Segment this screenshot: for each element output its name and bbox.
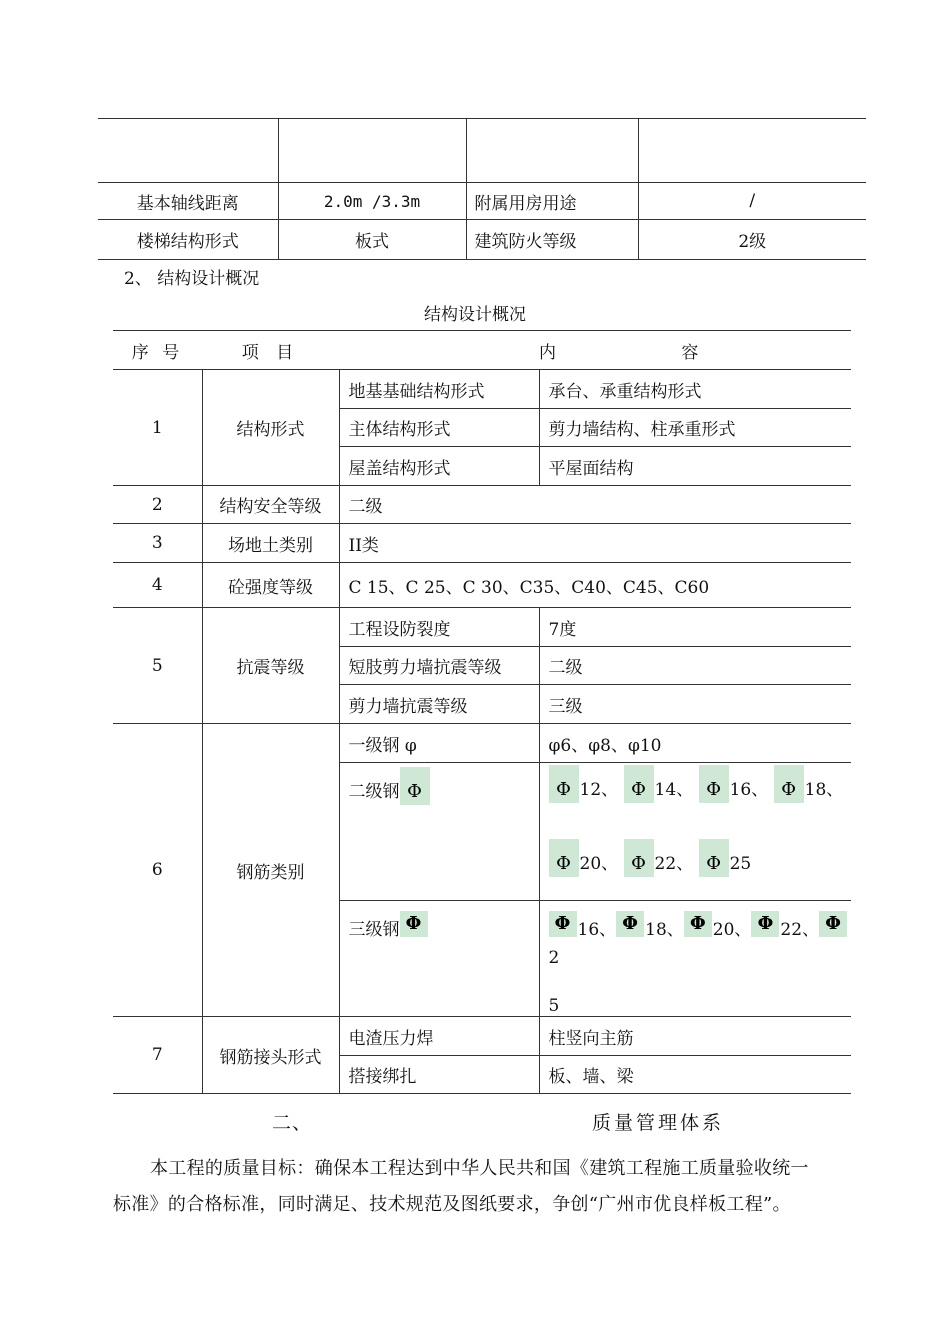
table-caption: 结构设计概况 xyxy=(424,305,526,325)
steel-symbol-glyph: Φ xyxy=(781,779,797,800)
steel-size-line xyxy=(549,996,852,1016)
table-row xyxy=(113,724,851,763)
steel-symbol-icon xyxy=(616,911,644,937)
steel-symbol-icon xyxy=(774,765,804,803)
axis-distance-value: 2.0m /3.3m xyxy=(278,183,466,220)
fire-rating-value: 2级 xyxy=(638,220,866,260)
steel-size-line: Φ 16、 Φ 18、 Φ 20、 Φ 22、 Φ 2 xyxy=(549,911,852,972)
steel-symbol-glyph: Φ xyxy=(407,781,422,802)
row-item: 结构形式 xyxy=(202,370,339,486)
table-row xyxy=(113,524,851,563)
annex-usage-value: / xyxy=(638,183,866,220)
steel-symbol-icon xyxy=(699,765,729,803)
steel-symbol-icon xyxy=(751,911,779,937)
sub-item: 屋盖结构形式 xyxy=(339,447,539,486)
sub-content: 平屋面结构 xyxy=(539,447,851,486)
steel-grade-3-label: 三级钢 xyxy=(348,920,400,940)
row-no: 7 xyxy=(113,1017,202,1094)
table-cell xyxy=(466,119,638,183)
row-no: 5 xyxy=(113,608,202,724)
header-item: 项 目 xyxy=(202,331,339,370)
steel-size-line: Φ 12、 Φ 14、 Φ 16、 Φ 18、 xyxy=(549,765,852,809)
sub-item: 电渣压力焊 xyxy=(339,1017,539,1056)
row-no: 4 xyxy=(113,563,202,608)
table-row xyxy=(113,563,851,608)
steel-symbol-glyph: Φ xyxy=(556,779,571,800)
steel-symbol-glyph: Φ xyxy=(631,779,646,800)
steel-size: 2 xyxy=(548,948,560,968)
steel-size: 18 xyxy=(804,780,827,800)
row-item: 钢筋接头形式 xyxy=(202,1017,339,1094)
table-row xyxy=(113,370,851,409)
steel-symbol-icon xyxy=(549,765,579,803)
table-cell xyxy=(278,119,466,183)
section-heading: 2、 结构设计概况 xyxy=(124,269,260,289)
steel-size: 14 xyxy=(654,780,677,800)
axis-distance-label: 基本轴线距离 xyxy=(98,183,278,220)
steel-size: 12 xyxy=(579,780,602,800)
sub-content: 剪力墙结构、柱承重形式 xyxy=(539,409,851,447)
sub-item: 工程设防裂度 xyxy=(339,608,539,647)
steel-symbol-icon xyxy=(699,839,729,877)
row-item: 砼强度等级 xyxy=(202,563,339,608)
sub-content: 三级 xyxy=(539,685,851,724)
row-content: 二级 xyxy=(339,486,851,524)
steel-grade-2-sizes xyxy=(539,763,851,901)
steel-grade-3-symbol-icon xyxy=(400,911,428,937)
steel-size: 18 xyxy=(645,920,667,940)
table-cell xyxy=(638,119,866,183)
table-row xyxy=(98,119,866,183)
steel-size: 16 xyxy=(729,780,752,800)
row-content: C 15、C 25、C 30、C35、C40、C45、C60 xyxy=(339,563,851,608)
table-cell xyxy=(98,119,278,183)
steel-symbol-glyph: Φ xyxy=(706,779,721,800)
steel-size: 25 xyxy=(729,854,752,874)
table-row xyxy=(113,608,851,647)
steel-grade-3-sizes xyxy=(539,901,851,1017)
quality-goal-line-1: 本工程的质量目标：确保本工程达到中华人民共和国《建筑工程施工质量验收统一 xyxy=(150,1158,809,1179)
steel-size: 22 xyxy=(780,920,803,940)
row-no: 3 xyxy=(113,524,202,563)
sub-content: 板、墙、梁 xyxy=(539,1056,851,1094)
steel-grade-2-label: 二级钢 xyxy=(348,782,400,802)
row-no: 2 xyxy=(113,486,202,524)
section-title: 质量管理体系 xyxy=(592,1112,725,1134)
sub-item: 剪力墙抗震等级 xyxy=(339,685,539,724)
steel-size: 5 xyxy=(548,996,560,1016)
steel-symbol-glyph: Φ xyxy=(631,853,646,874)
sub-item: 搭接绑扎 xyxy=(339,1056,539,1094)
building-overview-table xyxy=(98,118,866,260)
row-no: 1 xyxy=(113,370,202,486)
sub-content: 承台、承重结构形式 xyxy=(539,370,851,409)
steel-size: 20 xyxy=(712,920,735,940)
steel-symbol-icon xyxy=(624,765,654,803)
steel-grade-2-symbol-icon xyxy=(400,767,430,805)
row-no: 6 xyxy=(113,724,202,1017)
steel-grade-1-label: 一级钢 φ xyxy=(339,724,539,763)
annex-usage-label: 附属用房用途 xyxy=(466,183,638,220)
steel-grade-2-label-cell xyxy=(339,763,539,901)
steel-symbol-icon xyxy=(549,911,577,937)
steel-grade-1-sizes: φ6、φ8、φ10 xyxy=(539,724,851,763)
section-number: 二、 xyxy=(272,1112,313,1134)
sub-item: 主体结构形式 xyxy=(339,409,539,447)
header-content-text: 内 容 xyxy=(539,342,759,363)
quality-goal-line-2: 标准》的合格标准，同时满足、技术规范及图纸要求，争创“广州市优良样板工程”。 xyxy=(113,1194,791,1215)
header-content xyxy=(339,331,851,370)
row-item: 场地土类别 xyxy=(202,524,339,563)
steel-symbol-glyph: Φ xyxy=(405,913,422,934)
structure-design-table xyxy=(113,330,851,1094)
steel-symbol-icon xyxy=(549,839,579,877)
sub-content: 7度 xyxy=(539,608,851,647)
table-row xyxy=(113,486,851,524)
steel-size-line: Φ 20、 Φ 22、 Φ 25 xyxy=(549,839,852,883)
steel-symbol-icon xyxy=(684,911,712,937)
steel-symbol-glyph: Φ xyxy=(706,853,721,874)
steel-symbol-glyph: Φ xyxy=(825,913,841,934)
table-row xyxy=(113,1017,851,1056)
steel-symbol-glyph: Φ xyxy=(622,913,638,934)
sub-content: 二级 xyxy=(539,647,851,685)
stair-structure-value: 板式 xyxy=(278,220,466,260)
steel-symbol-glyph: Φ xyxy=(554,913,571,934)
sub-item: 短肢剪力墙抗震等级 xyxy=(339,647,539,685)
sub-content: 柱竖向主筋 xyxy=(539,1017,851,1056)
steel-symbol-icon xyxy=(624,839,654,877)
sub-item: 地基基础结构形式 xyxy=(339,370,539,409)
table-row xyxy=(98,220,866,260)
steel-size: 22 xyxy=(654,854,677,874)
row-item: 钢筋类别 xyxy=(202,724,339,1017)
steel-symbol-icon xyxy=(819,911,847,937)
row-item: 结构安全等级 xyxy=(202,486,339,524)
fire-rating-label: 建筑防火等级 xyxy=(466,220,638,260)
steel-symbol-glyph: Φ xyxy=(689,913,706,934)
steel-grade-3-label-cell xyxy=(339,901,539,1017)
steel-symbol-glyph: Φ xyxy=(757,913,774,934)
table-row xyxy=(98,183,866,220)
row-content: II类 xyxy=(339,524,851,563)
header-no: 序 号 xyxy=(113,331,202,370)
table-header-row xyxy=(113,331,851,370)
row-item: 抗震等级 xyxy=(202,608,339,724)
steel-symbol-glyph: Φ xyxy=(556,853,571,874)
steel-size: 16 xyxy=(577,920,600,940)
steel-size: 20 xyxy=(579,854,602,874)
stair-structure-label: 楼梯结构形式 xyxy=(98,220,278,260)
